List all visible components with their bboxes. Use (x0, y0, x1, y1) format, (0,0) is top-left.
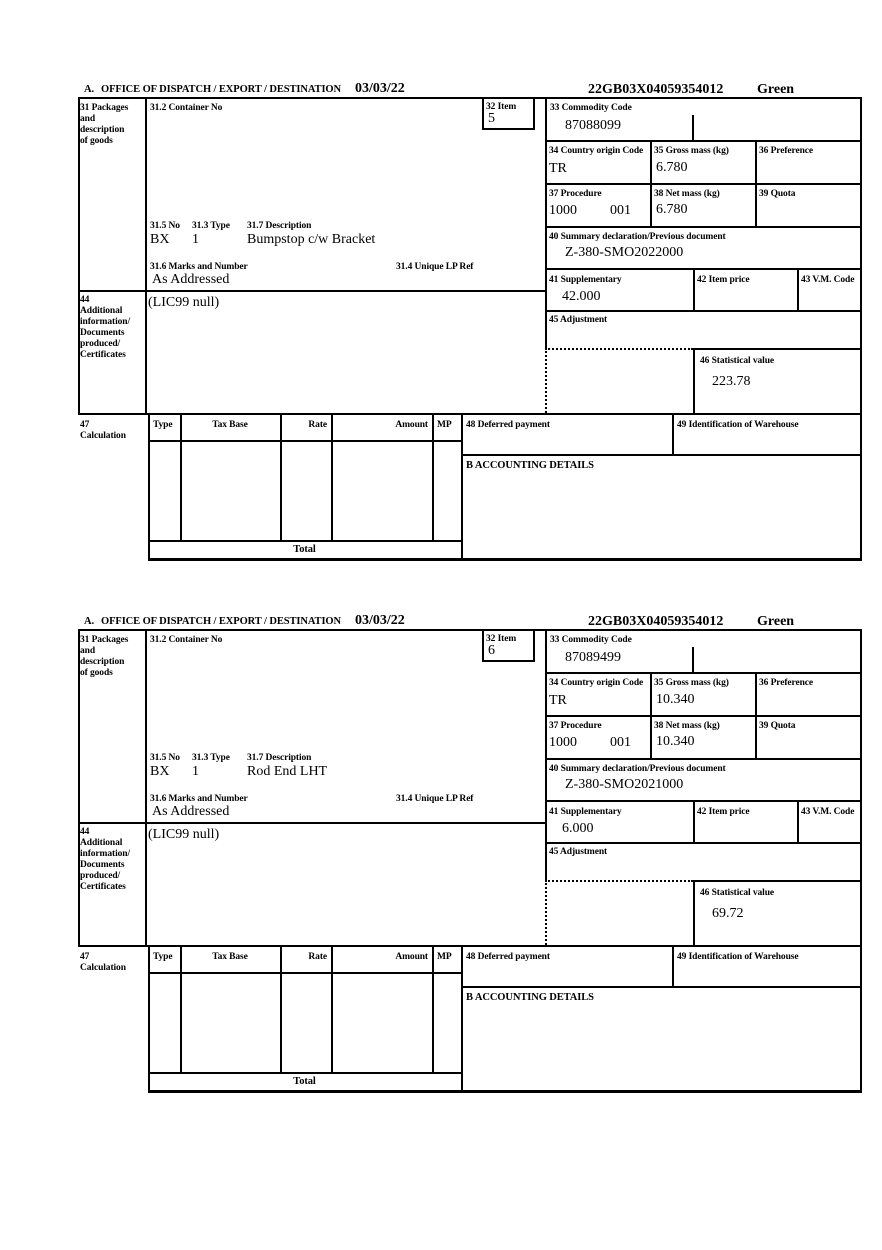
divider (148, 440, 463, 442)
box33-label: 33 Commodity Code (550, 103, 632, 113)
box39-label: 39 Quota (759, 721, 796, 731)
divider (545, 268, 860, 270)
box31-2-label: 31.2 Container No (150, 103, 223, 113)
country-origin-value: TR (549, 161, 567, 176)
divider (148, 540, 463, 542)
tax-amount-header: Amount (395, 952, 428, 962)
tax-rate-header: Rate (308, 420, 327, 430)
divider (650, 140, 652, 226)
divider (432, 415, 434, 540)
gross-mass-value: 6.780 (656, 160, 688, 175)
procedure-value: 1000 (549, 735, 577, 750)
accounting-details-label: B ACCOUNTING DETAILS (466, 992, 594, 1003)
declaration-item-section (0, 610, 882, 1110)
box38-label: 38 Net mass (kg) (654, 721, 720, 731)
tax-mp-header: MP (437, 952, 452, 962)
divider (280, 415, 282, 540)
movement-reference-number: 22GB03X04059354012 (588, 614, 724, 629)
divider (545, 842, 860, 844)
tax-type-header: Type (153, 420, 173, 430)
tax-base-header: Tax Base (212, 952, 248, 962)
box31-4-label: 31.4 Unique LP Ref (396, 262, 474, 272)
item-number-value: 5 (488, 111, 495, 126)
statistical-value: 223.78 (712, 374, 751, 389)
box31-label: 31 Packages and description of goods (80, 635, 129, 678)
commodity-code-value: 87088099 (565, 118, 621, 133)
box39-label: 39 Quota (759, 189, 796, 199)
box31-2-label: 31.2 Container No (150, 635, 223, 645)
total-label: Total (293, 1076, 316, 1087)
package-no-value: BX (150, 764, 170, 779)
box36-label: 36 Preference (759, 146, 813, 156)
divider (672, 947, 674, 986)
divider (331, 415, 333, 540)
country-origin-value: TR (549, 693, 567, 708)
divider (145, 99, 147, 413)
package-type-value: 1 (192, 764, 199, 779)
box31-7-label: 31.7 Description (247, 753, 312, 763)
item-number-value: 6 (488, 643, 495, 658)
declaration-item-section (0, 78, 882, 578)
box31-3-label: 31.3 Type (192, 221, 230, 231)
total-label: Total (293, 544, 316, 555)
box31-4-label: 31.4 Unique LP Ref (396, 794, 474, 804)
divider (797, 268, 799, 310)
box47-label: 47 Calculation (80, 952, 126, 973)
divider (145, 631, 147, 945)
divider (545, 758, 860, 760)
divider (432, 947, 434, 1072)
movement-reference-number: 22GB03X04059354012 (588, 82, 724, 97)
box31-3-label: 31.3 Type (192, 753, 230, 763)
previous-document-value: Z-380-SMO2021000 (565, 777, 684, 792)
box47-label: 47 Calculation (80, 420, 126, 441)
dotted-divider (545, 348, 547, 413)
divider (693, 268, 695, 310)
divider (545, 715, 860, 717)
dotted-divider (545, 348, 693, 350)
office-of-dispatch-label: OFFICE OF DISPATCH / EXPORT / DESTINATION (101, 84, 341, 95)
supplementary-value: 42.000 (562, 289, 601, 304)
divider (545, 226, 860, 228)
box35-label: 35 Gross mass (kg) (654, 146, 729, 156)
box33-label: 33 Commodity Code (550, 635, 632, 645)
divider (148, 1072, 463, 1074)
divider (650, 672, 652, 758)
commodity-code-subdivision-tick (692, 115, 694, 140)
box45-label: 45 Adjustment (549, 315, 608, 325)
supplementary-value: 6.000 (562, 821, 594, 836)
box49-label: 49 Identification of Warehouse (677, 952, 799, 962)
commodity-code-subdivision-tick (692, 647, 694, 672)
box31-7-label: 31.7 Description (247, 221, 312, 231)
box31-6-label: 31.6 Marks and Number (150, 794, 248, 804)
procedure-code-value: 001 (610, 735, 631, 750)
box49-label: 49 Identification of Warehouse (677, 420, 799, 430)
box42-label: 42 Item price (697, 275, 750, 285)
divider (693, 800, 695, 842)
marks-and-number-value: As Addressed (152, 804, 230, 819)
box35-label: 35 Gross mass (kg) (654, 678, 729, 688)
routing-status: Green (757, 614, 795, 629)
gross-mass-value: 10.340 (656, 692, 695, 707)
accounting-details-label: B ACCOUNTING DETAILS (466, 460, 594, 471)
dispatch-date: 03/03/22 (355, 81, 405, 96)
statistical-value: 69.72 (712, 906, 744, 921)
box41-label: 41 Supplementary (549, 275, 622, 285)
net-mass-value: 10.340 (656, 734, 695, 749)
box44-label: 44 Additional information/ Documents produced/ Certificates (80, 295, 130, 360)
procedure-value: 1000 (549, 203, 577, 218)
box34-label: 34 Country origin Code (549, 146, 644, 156)
dotted-divider (545, 880, 693, 882)
divider (461, 986, 862, 988)
divider (545, 183, 860, 185)
office-of-dispatch-prefix: A. (84, 84, 95, 95)
divider (545, 310, 860, 312)
section-bottom-border (148, 558, 862, 561)
divider (545, 800, 860, 802)
additional-info-value: (LIC99 null) (148, 295, 220, 310)
box42-label: 42 Item price (697, 807, 750, 817)
tax-type-header: Type (153, 952, 173, 962)
divider (860, 947, 862, 1093)
package-type-value: 1 (192, 232, 199, 247)
tax-mp-header: MP (437, 420, 452, 430)
divider (545, 140, 860, 142)
divider (672, 415, 674, 454)
divider (148, 972, 463, 974)
box46-label: 46 Statistical value (700, 356, 774, 366)
tax-base-header: Tax Base (212, 420, 248, 430)
section-bottom-border (148, 1090, 862, 1093)
box32-label: 32 Item (486, 634, 517, 644)
box46-label: 46 Statistical value (700, 888, 774, 898)
procedure-code-value: 001 (610, 203, 631, 218)
box31-5-label: 31.5 No (150, 221, 180, 231)
box36-label: 36 Preference (759, 678, 813, 688)
divider (80, 290, 545, 292)
divider (797, 800, 799, 842)
box43-label: 43 V.M. Code (801, 807, 855, 817)
divider (860, 415, 862, 561)
divider (755, 672, 757, 758)
goods-description-value: Rod End LHT (247, 764, 328, 779)
divider (461, 454, 862, 456)
divider (331, 947, 333, 1072)
box43-label: 43 V.M. Code (801, 275, 855, 285)
box48-label: 48 Deferred payment (466, 952, 550, 962)
box40-label: 40 Summary declaration/Previous document (549, 232, 726, 242)
previous-document-value: Z-380-SMO2022000 (565, 245, 684, 260)
divider (755, 140, 757, 226)
box44-label: 44 Additional information/ Documents produced/ Certificates (80, 827, 130, 892)
box40-label: 40 Summary declaration/Previous document (549, 764, 726, 774)
box34-label: 34 Country origin Code (549, 678, 644, 688)
box31-label: 31 Packages and description of goods (80, 103, 129, 146)
box41-label: 41 Supplementary (549, 807, 622, 817)
box48-label: 48 Deferred payment (466, 420, 550, 430)
box31-6-label: 31.6 Marks and Number (150, 262, 248, 272)
divider (180, 947, 182, 1072)
box31-5-label: 31.5 No (150, 753, 180, 763)
box37-label: 37 Procedure (549, 721, 602, 731)
commodity-code-value: 87089499 (565, 650, 621, 665)
marks-and-number-value: As Addressed (152, 272, 230, 287)
tax-amount-header: Amount (395, 420, 428, 430)
box32-label: 32 Item (486, 102, 517, 112)
office-of-dispatch-prefix: A. (84, 616, 95, 627)
dotted-divider (545, 880, 547, 945)
divider (280, 947, 282, 1072)
box45-label: 45 Adjustment (549, 847, 608, 857)
office-of-dispatch-label: OFFICE OF DISPATCH / EXPORT / DESTINATION (101, 616, 341, 627)
divider (80, 822, 545, 824)
box37-label: 37 Procedure (549, 189, 602, 199)
box38-label: 38 Net mass (kg) (654, 189, 720, 199)
additional-info-value: (LIC99 null) (148, 827, 220, 842)
goods-description-value: Bumpstop c/w Bracket (247, 232, 376, 247)
divider (180, 415, 182, 540)
routing-status: Green (757, 82, 795, 97)
tax-rate-header: Rate (308, 952, 327, 962)
package-no-value: BX (150, 232, 170, 247)
dispatch-date: 03/03/22 (355, 613, 405, 628)
net-mass-value: 6.780 (656, 202, 688, 217)
divider (545, 672, 860, 674)
